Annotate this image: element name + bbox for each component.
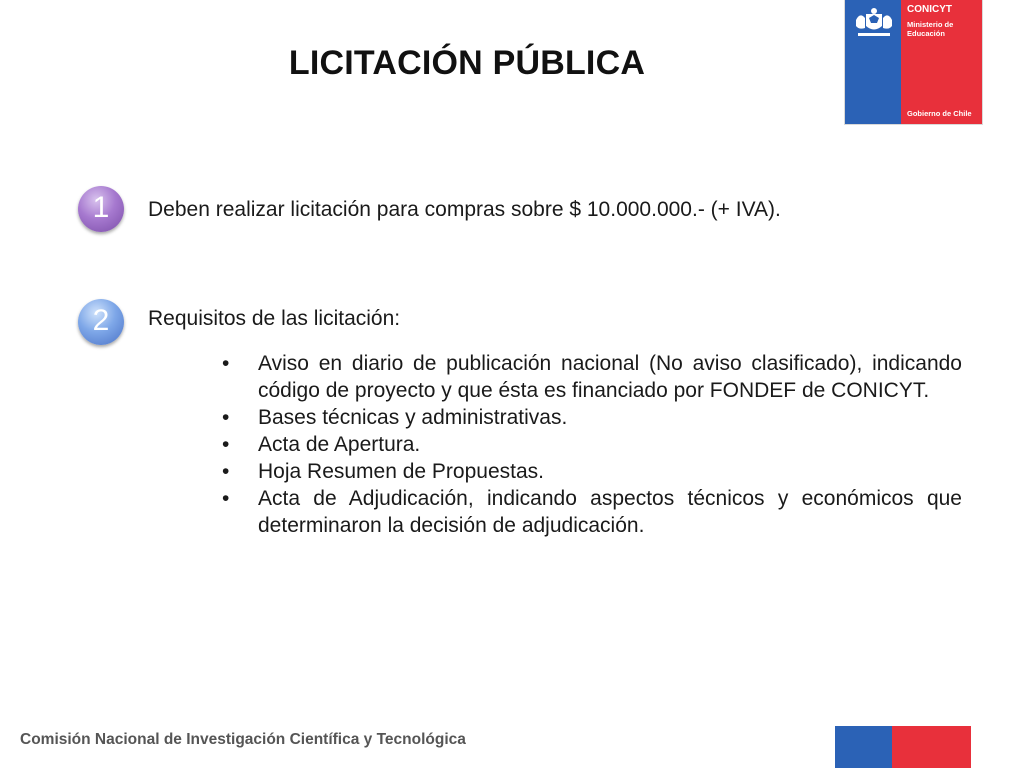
list-item-text: Hoja Resumen de Propuestas. <box>258 460 544 483</box>
list-item <box>216 458 962 485</box>
conicyt-logo <box>845 0 982 124</box>
bullet-marker: • <box>222 406 230 429</box>
list-item <box>216 485 962 539</box>
logo-blue-panel <box>845 0 901 124</box>
footer-flag-blue <box>835 726 892 768</box>
logo-red-panel <box>901 0 982 124</box>
logo-government: Gobierno de Chile <box>907 109 972 118</box>
list-item-text: Acta de Apertura. <box>258 433 421 456</box>
page-title: LICITACIÓN PÚBLICA <box>288 44 646 82</box>
logo-ministry-line1: Ministerio de <box>907 20 954 29</box>
number-badge-2: 2 <box>78 299 124 345</box>
bullet-marker: • <box>222 487 230 510</box>
footer-organization: Comisión Nacional de Investigación Científica y Tecnológica <box>20 731 466 748</box>
number-badge-1: 1 <box>78 186 124 232</box>
point-1-text: Deben realizar licitación para compras sobre $ 10.000.000.- (+ IVA). <box>148 198 781 221</box>
list-item <box>216 431 962 458</box>
chile-coat-of-arms-icon <box>852 6 896 40</box>
logo-brand: CONICYT <box>907 4 952 15</box>
list-item-text: Aviso en diario de publicación nacional (No aviso clasificado), indicando código de proyecto y que ésta es financiado por FONDEF de CONICYT. <box>258 352 962 402</box>
list-item-text: Acta de Adjudicación, indicando aspectos técnicos y económicos que determinaron la decisión de adjudicación. <box>258 487 962 537</box>
logo-ministry-line2: Educación <box>907 29 945 38</box>
list-item-text: Bases técnicas y administrativas. <box>258 406 568 429</box>
footer-flag-bar <box>835 726 971 768</box>
list-item <box>216 404 962 431</box>
list-item <box>216 350 962 404</box>
logo-ministry <box>907 20 953 38</box>
point-2-text: Requisitos de las licitación: <box>148 307 401 330</box>
bullet-marker: • <box>222 460 230 483</box>
footer-flag-red <box>892 726 971 768</box>
bullet-marker: • <box>222 352 230 375</box>
bullet-marker: • <box>222 433 230 456</box>
requirements-list <box>216 350 962 539</box>
